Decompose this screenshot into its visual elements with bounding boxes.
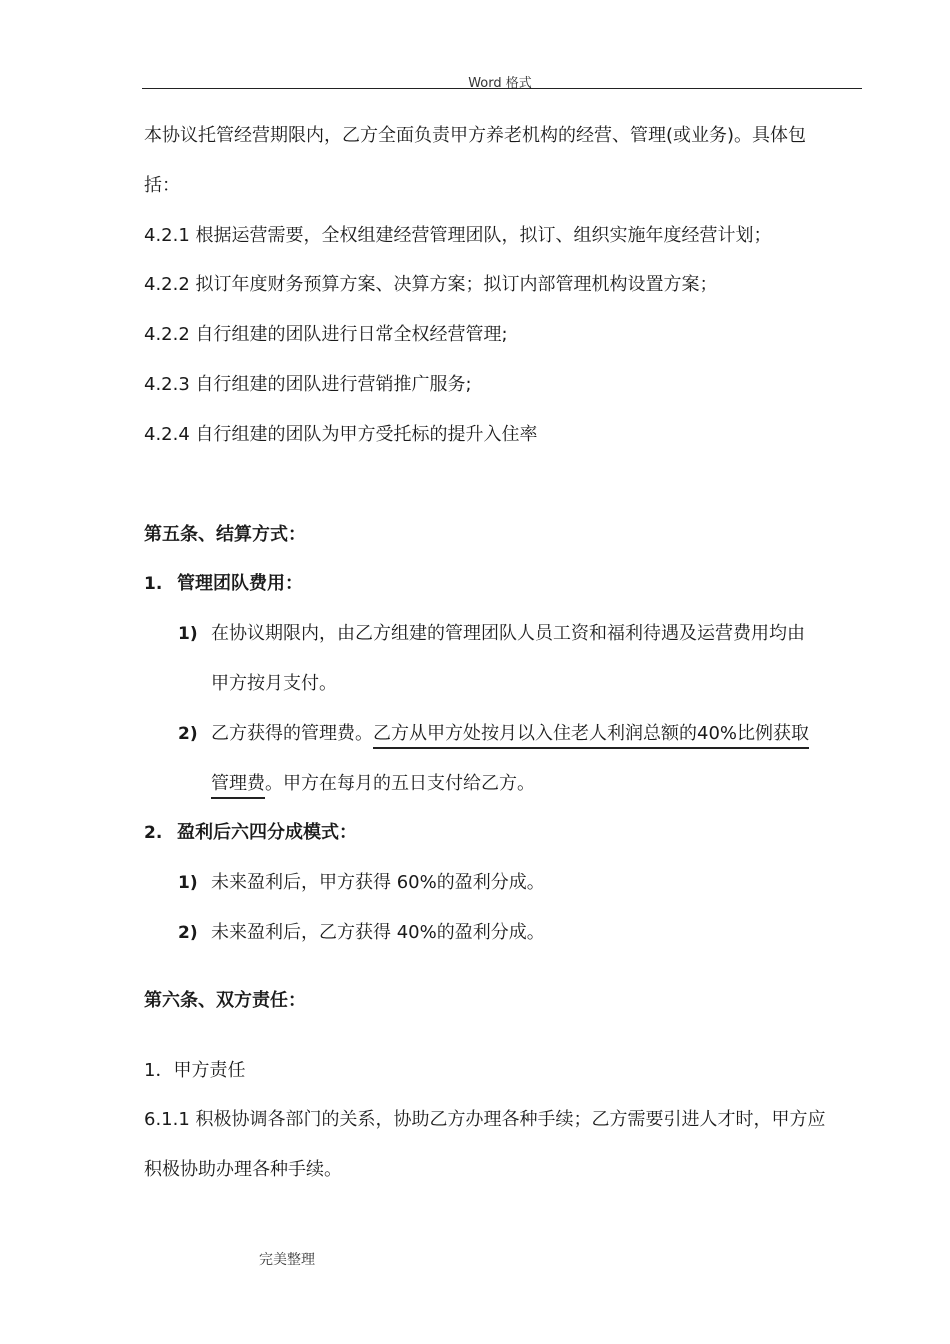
clause-4-2-1: 4.2.1 根据运营需要，全权组建经营管理团队，拟订、组织实施年度经营计划； bbox=[144, 225, 772, 246]
article-5-heading: 第五条、结算方式： bbox=[144, 524, 306, 545]
section-1-title: 管理团队费用： bbox=[177, 573, 303, 594]
item-1-2-prefix: 乙方获得的管理费。 bbox=[211, 723, 373, 744]
section-2-number: 2. bbox=[144, 823, 163, 843]
clause-4-2-2b: 4.2.2 自行组建的团队进行日常全权经营管理; bbox=[144, 324, 508, 345]
intro-line-1: 本协议托管经营期限内，乙方全面负责甲方养老机构的经营、管理(或业务)。具体包 bbox=[144, 125, 807, 146]
section-1-number: 1. bbox=[144, 574, 163, 594]
item-1-2-underlined-1: 乙方从甲方处按月以入住老人利润总额的40%比例获取 bbox=[373, 723, 809, 749]
header-rule bbox=[142, 88, 862, 89]
item-1-1-line-2: 甲方按月支付。 bbox=[211, 673, 337, 694]
item-1-1-line-1: 在协议期限内，由乙方组建的管理团队人员工资和福利待遇及运营费用均由 bbox=[211, 623, 805, 644]
page-footer: 完美整理 bbox=[259, 1252, 315, 1268]
item-1-2-suffix: 。甲方在每月的五日支付给乙方。 bbox=[265, 773, 535, 794]
section-2-title: 盈利后六四分成模式： bbox=[177, 822, 357, 843]
item-1-2-line-2 bbox=[211, 772, 535, 796]
item-1-2-number: 2) bbox=[178, 724, 198, 744]
clause-4-2-3: 4.2.3 自行组建的团队进行营销推广服务; bbox=[144, 374, 472, 395]
clause-6-1-1-line-2: 积极协助办理各种手续。 bbox=[144, 1159, 342, 1180]
article-6-heading: 第六条、双方责任： bbox=[144, 990, 306, 1011]
clause-4-2-2a: 4.2.2 拟订年度财务预算方案、决算方案；拟订内部管理机构设置方案； bbox=[144, 274, 718, 295]
item-2-2-text: 未来盈利后，乙方获得 40%的盈利分成。 bbox=[211, 922, 545, 943]
clause-4-2-4: 4.2.4 自行组建的团队为甲方受托标的提升入住率 bbox=[144, 424, 538, 445]
intro-line-2: 括： bbox=[144, 175, 180, 196]
item-1-2-line-1 bbox=[211, 722, 809, 746]
clause-6-1-1-line-1: 6.1.1 积极协调各部门的关系，协助乙方办理各种手续；乙方需要引进人才时，甲方应 bbox=[144, 1109, 826, 1130]
item-2-1-number: 1) bbox=[178, 873, 198, 893]
item-1-1-number: 1) bbox=[178, 624, 198, 644]
item-1-2-underlined-2: 管理费 bbox=[211, 773, 265, 799]
item-2-2-number: 2) bbox=[178, 923, 198, 943]
party-a-responsibility-title: 1．甲方责任 bbox=[144, 1060, 246, 1081]
item-2-1-text: 未来盈利后，甲方获得 60%的盈利分成。 bbox=[211, 872, 545, 893]
page-header: Word 格式 bbox=[468, 76, 532, 91]
